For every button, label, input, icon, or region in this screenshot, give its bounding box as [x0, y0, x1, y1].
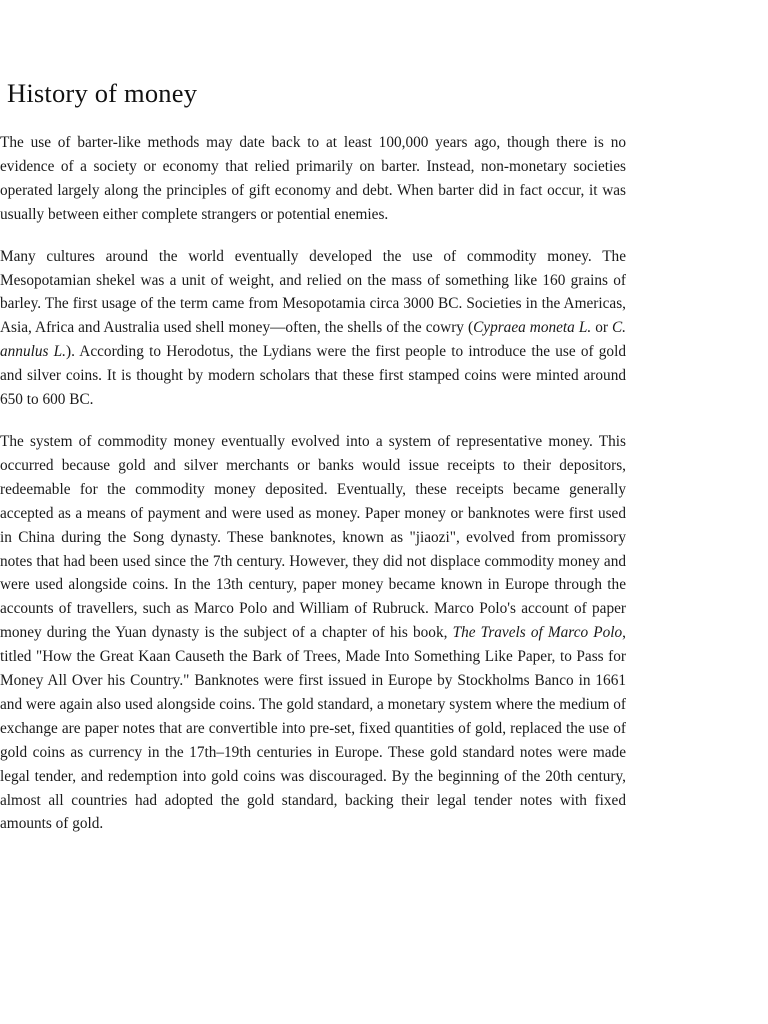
document-body	[0, 131, 626, 836]
text-run: ). According to Herodotus, the Lydians were the first people to introduce the use of gold and silver coins. It is thought by modern scholars that these first stamped coins were minted around 650 to 600 BC.	[0, 343, 626, 409]
paragraph-1	[0, 131, 626, 227]
italic-run: The Travels of Marco Polo	[452, 624, 623, 642]
paragraph-2	[0, 245, 626, 412]
text-run: Many cultures around the world eventually developed the use of commodity money. The Mesopotamian shekel was a unit of weight, and relied on the mass of something like 160 grains of barley. The first usage of the term came from Mesopotamia circa 3000 BC. Societies in the Americas, Asia, Africa and Australia used shell money—often, the shells of the cowry (	[0, 247, 626, 337]
text-run: The use of barter-like methods may date back to at least 100,000 years ago, though there is no evidence of a society or economy that relied primarily on barter. Instead, non-monetary societies operated largely along the principles of gift economy and debt. When barter did in fact occur, it was usually between either complete strangers or potential enemies.	[0, 134, 626, 223]
text-run: , titled "How the Great Kaan Causeth the Bark of Trees, Made Into Something Like Paper, to Pass for Money All Over his Country." Banknotes were first issued in Europe by Stockholms Banco in 1661 and were again also used alongside coins. The gold standard, a monetary system where the medium of exchange are paper notes that are convertible into pre-set, fixed quantities of gold, replaced the use of gold coins as currency in the 17th–19th centuries in Europe. These gold standard notes were made legal tender, and redemption into gold coins was discouraged. By the beginning of the 20th century, almost all countries had adopted the gold standard, backing their legal tender notes with fixed amounts of gold.	[0, 624, 626, 833]
italic-run: C. annulus L.	[0, 319, 626, 361]
text-run: or	[591, 319, 612, 337]
page-title: History of money	[7, 78, 198, 108]
paragraph-3	[0, 430, 626, 836]
text-run: The system of commodity money eventually evolved into a system of representative money. This occurred because gold and silver merchants or banks would issue receipts to their depositors, redeemable for the commodity money deposited. Eventually, these receipts became generally accepted as a means of payment and were used as money. Paper money or banknotes were first used in China during the Song dynasty. These banknotes, known as "jiaozi", evolved from promissory notes that had been used since the 7th century. However, they did not displace commodity money and were used alongside coins. In the 13th century, paper money became known in Europe through the accounts of travellers, such as Marco Polo and William of Rubruck. Marco Polo's account of paper money during the Yuan dynasty is the subject of a chapter of his book,	[0, 432, 626, 642]
italic-run: Cypraea moneta L.	[473, 319, 592, 337]
